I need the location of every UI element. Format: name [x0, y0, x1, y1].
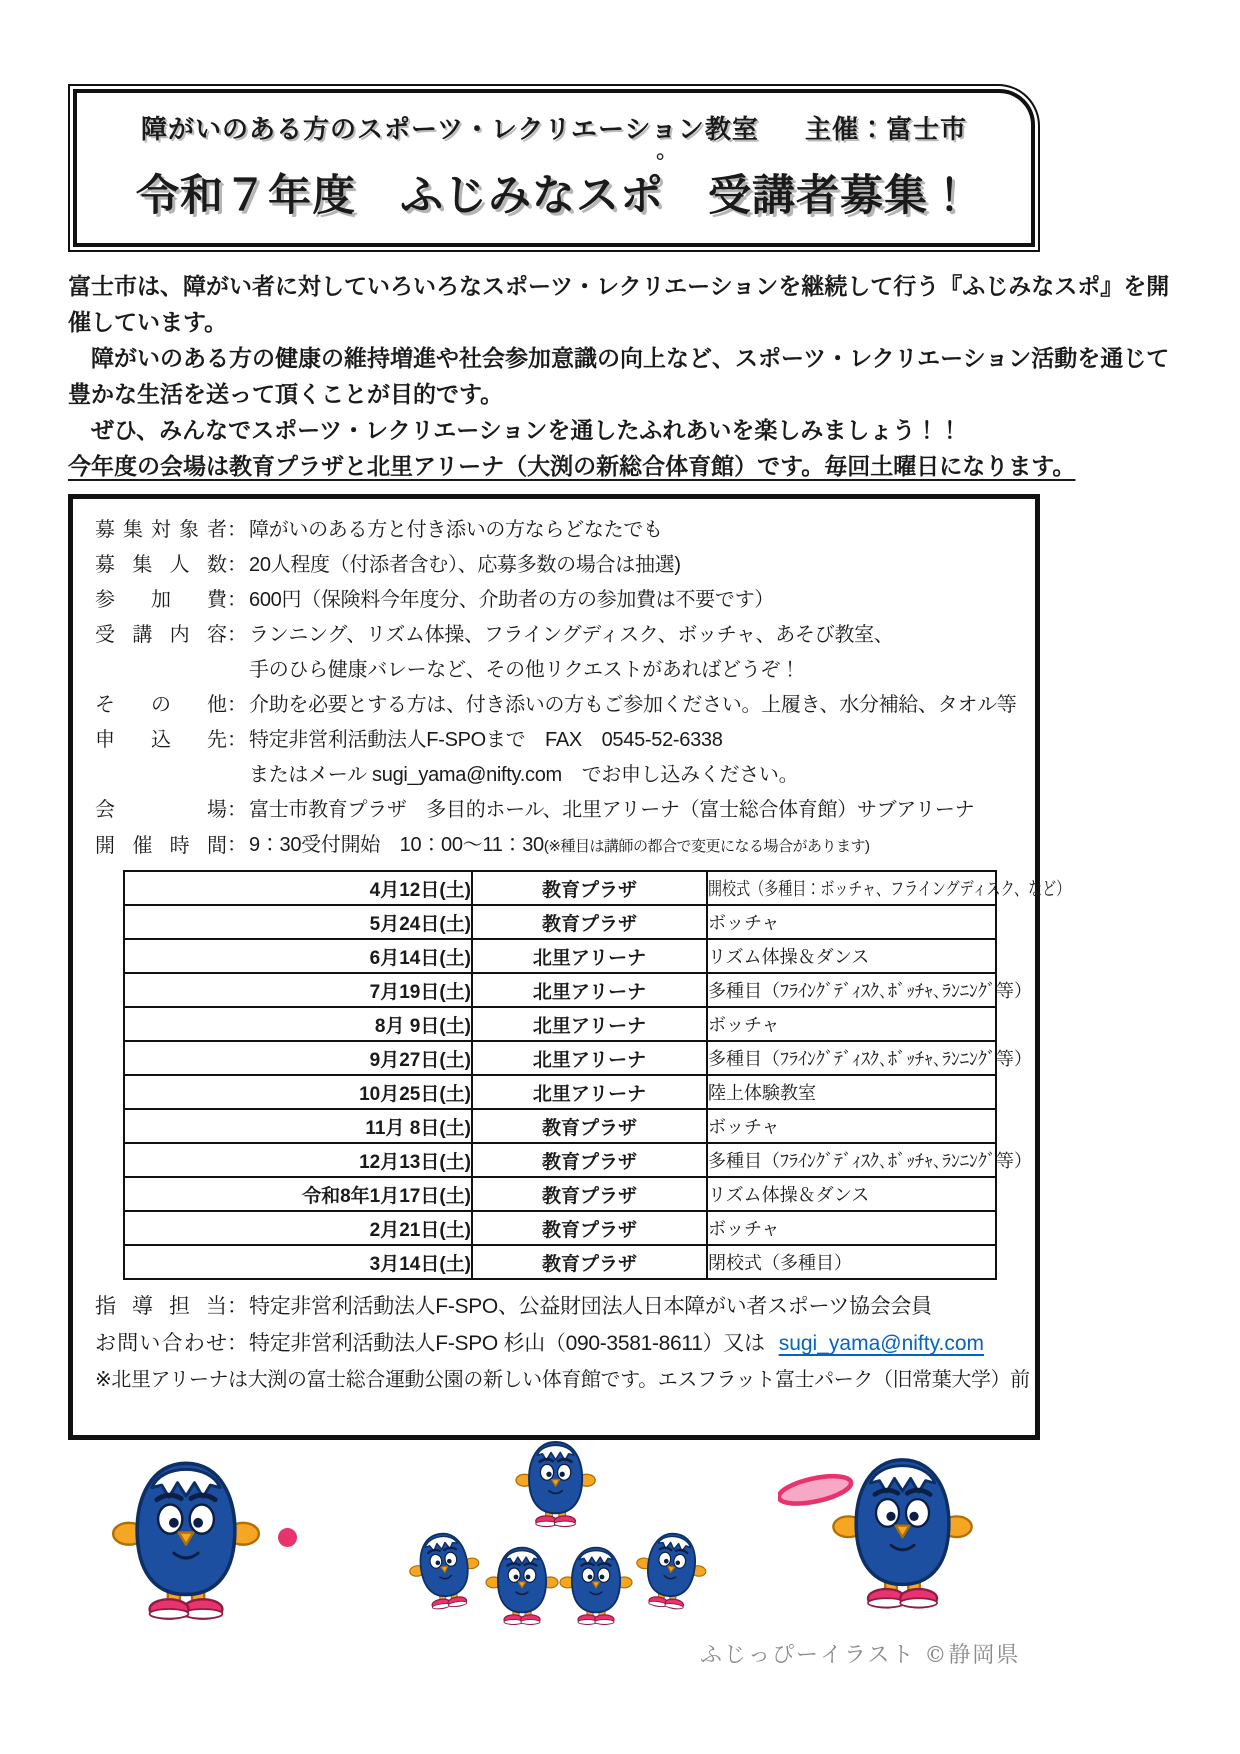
detail-text: 600円（保険料今年度分、介助者の方の参加費は不要です） [249, 589, 774, 611]
program-cell: 多種目（ﾌﾗｲﾝｸﾞﾃﾞｨｽｸ､ﾎﾞｯﾁｬ､ﾗﾝﾆﾝｸﾞ等） [707, 1041, 996, 1075]
detail-separator: ： [227, 729, 247, 751]
venue-cell: 教育プラザ [472, 905, 707, 939]
date-cell: 7月19日(土) [124, 973, 472, 1007]
detail-separator: ： [227, 799, 247, 821]
intro-paragraph-3: ぜひ、みんなでスポーツ・レクリエーションを通したふれあいを楽しみましょう！！ [68, 417, 962, 443]
title-part2: 受講者募集！ [664, 172, 972, 220]
program-cell: リズム体操＆ダンス [707, 1177, 996, 1211]
detail-separator: ： [227, 554, 247, 576]
handakuten-ring: ° [655, 149, 666, 176]
arena-location-note: ※北里アリーナは大渕の富士総合運動公園の新しい体育館です。エスフラット富士パーク（旧常葉大学）前 [95, 1369, 1030, 1391]
title-part1: 令和７年度 ふじみなス [136, 172, 620, 220]
intro-section [68, 268, 1184, 484]
detail-label: 募集対象者 [95, 519, 227, 541]
venue-highlight-text: 今年度の会場は教育プラザと北里アリーナ（大渕の新総合体育館）です。毎回土曜日になります。 [68, 453, 1076, 479]
detail-line [95, 513, 1013, 548]
schedule-row [124, 1177, 996, 1211]
email-link[interactable]: sugi_yama@nifty.com [778, 1332, 985, 1355]
detail-line [95, 793, 1013, 828]
schedule-row [124, 1041, 996, 1075]
date-cell: 10月25日(土) [124, 1075, 472, 1109]
venue-cell: 教育プラザ [472, 1211, 707, 1245]
detail-line [95, 653, 1013, 688]
schedule-row [124, 939, 996, 973]
class-name-text: 障がいのある方のスポーツ・レクリエーション教室 [141, 114, 759, 144]
schedule-row [124, 1245, 996, 1279]
detail-line [95, 583, 1013, 618]
header-subtitle [87, 109, 1021, 146]
intro-paragraph-2: 障がいのある方の健康の維持増進や社会参加意識の向上など、スポーツ・レクリエーション活動を通じて豊かな生活を送って頂くことが目的です。 [68, 345, 1170, 407]
contact-section [95, 1288, 1030, 1399]
schedule-row [124, 973, 996, 1007]
detail-text: 特定非営利活動法人F-SPOまで FAX 0545-52-6338 [249, 729, 723, 751]
header-box [68, 84, 1040, 252]
detail-text: 9：30受付開始 10：00～11：30 [249, 834, 544, 856]
venue-cell: 北里アリーナ [472, 1007, 707, 1041]
venue-cell: 北里アリーナ [472, 1075, 707, 1109]
venue-cell: 北里アリーナ [472, 1041, 707, 1075]
venue-cell: 北里アリーナ [472, 973, 707, 1007]
schedule-row [124, 871, 996, 905]
detail-separator: ： [227, 1295, 248, 1318]
instructor-text: 特定非営利活動法人F-SPO、公益財団法人日本障がい者スポーツ協会会員 [249, 1295, 932, 1318]
frisbee-disc-icon [778, 1471, 853, 1509]
detail-label: 申込先 [95, 729, 227, 751]
program-cell: ボッチャ [707, 1211, 996, 1245]
venue-cell: 教育プラザ [472, 871, 707, 905]
detail-label: 開催時間 [95, 835, 227, 857]
schedule-row [124, 1211, 996, 1245]
date-cell: 6月14日(土) [124, 939, 472, 973]
program-cell: ボッチャ [707, 1109, 996, 1143]
detail-line [95, 723, 1013, 758]
fujippi-ball-mascot-icon [102, 1456, 270, 1626]
program-cell: 多種目（ﾌﾗｲﾝｸﾞﾃﾞｨｽｸ､ﾎﾞｯﾁｬ､ﾗﾝﾆﾝｸﾞ等） [707, 973, 996, 1007]
venue-cell: 教育プラザ [472, 1245, 707, 1279]
schedule-change-note: (※種目は講師の都合で変更になる場合があります) [543, 838, 870, 855]
detail-line [95, 828, 1013, 864]
fujippi-frisbee-mascot-icon [778, 1438, 974, 1634]
instructor-label: 指導担当 [95, 1295, 227, 1318]
schedule-row [124, 1109, 996, 1143]
detail-separator: ： [227, 624, 247, 646]
date-cell: 9月27日(土) [124, 1041, 472, 1075]
detail-text: ランニング、リズム体操、フライングディスク、ボッチャ、あそび教室、 [249, 624, 894, 646]
detail-line [95, 548, 1013, 583]
detail-text: 20人程度（付添者含む）、応募多数の場合は抽選) [249, 554, 681, 576]
date-cell: 3月14日(土) [124, 1245, 472, 1279]
venue-cell: 教育プラザ [472, 1177, 707, 1211]
detail-line [95, 758, 1013, 793]
intro-paragraph-venues [68, 448, 1184, 484]
instructor-line [95, 1288, 1013, 1325]
detail-line [95, 618, 1013, 653]
schedule-row [124, 1143, 996, 1177]
program-cell: 陸上体験教室 [707, 1075, 996, 1109]
date-cell: 5月24日(土) [124, 905, 472, 939]
detail-separator: ： [227, 519, 247, 541]
detail-line [95, 688, 1017, 723]
detail-separator: ： [227, 694, 247, 716]
program-cell: リズム体操＆ダンス [707, 939, 996, 973]
venue-cell: 教育プラザ [472, 1109, 707, 1143]
detail-text: 障がいのある方と付き添いの方ならどなたでも [249, 519, 663, 541]
contact-line [95, 1325, 1013, 1362]
detail-label: 参加費 [95, 589, 227, 611]
header-inner [73, 89, 1035, 247]
date-cell: 令和8年1月17日(土) [124, 1177, 472, 1211]
detail-text: 介助を必要とする方は、付き添いの方もご参加ください。上履き、水分補給、タオル等 [249, 694, 1017, 716]
schedule-row [124, 1007, 996, 1041]
contact-label: お問い合わせ [95, 1332, 227, 1355]
detail-label: その他 [95, 694, 227, 716]
detail-text: 富士市教育プラザ 多目的ホール、北里アリーナ（富士総合体育館）サブアリーナ [249, 799, 975, 821]
page-title [87, 149, 1021, 223]
detail-separator: ： [227, 589, 247, 611]
mascot-area [0, 1438, 1240, 1678]
detail-text: 手のひら健康バレーなど、その他リクエストがあればどうぞ！ [249, 659, 800, 681]
fujippi-cheering-group-icon [408, 1438, 708, 1638]
illustration-credit: ふじっぴーイラスト ©静岡県 [700, 1643, 1021, 1668]
date-cell: 4月12日(土) [124, 871, 472, 905]
contact-text: 特定非営利活動法人F-SPO 杉山（090-3581-8611）又は [249, 1332, 765, 1355]
date-cell: 12月13日(土) [124, 1143, 472, 1177]
red-ball-icon [278, 1528, 297, 1547]
detail-separator: ： [227, 834, 247, 856]
program-cell: ボッチャ [707, 905, 996, 939]
program-cell: 多種目（ﾌﾗｲﾝｸﾞﾃﾞｨｽｸ､ﾎﾞｯﾁｬ､ﾗﾝﾆﾝｸﾞ等） [707, 1143, 996, 1177]
program-cell: 閉校式（多種目） [707, 1245, 996, 1279]
title-po: ° ポ [620, 149, 666, 220]
date-cell: 2月21日(土) [124, 1211, 472, 1245]
schedule-row [124, 1075, 996, 1109]
program-cell: 開校式（多種目：ボッチャ、フライングディスク、など） [707, 871, 996, 905]
program-cell: ボッチャ [707, 1007, 996, 1041]
schedule-table [123, 870, 1071, 1280]
intro-paragraph-1: 富士市は、障がい者に対していろいろなスポーツ・レクリエーションを継続して行う『ふじみなスポ』を開催しています。 [68, 273, 1170, 335]
details-box [68, 494, 1071, 1440]
detail-label: 受講内容 [95, 624, 227, 646]
date-cell: 8月 9日(土) [124, 1007, 472, 1041]
venue-cell: 北里アリーナ [472, 939, 707, 973]
organizer-text: 主催：富士市 [804, 114, 967, 144]
detail-label: 募集人数 [95, 554, 227, 576]
schedule-row [124, 905, 996, 939]
date-cell: 11月 8日(土) [124, 1109, 472, 1143]
detail-text: またはメール sugi_yama@nifty.com でお申し込みください。 [249, 764, 799, 786]
detail-separator: ： [227, 1332, 248, 1355]
venue-cell: 教育プラザ [472, 1143, 707, 1177]
detail-label: 会場 [95, 799, 227, 821]
